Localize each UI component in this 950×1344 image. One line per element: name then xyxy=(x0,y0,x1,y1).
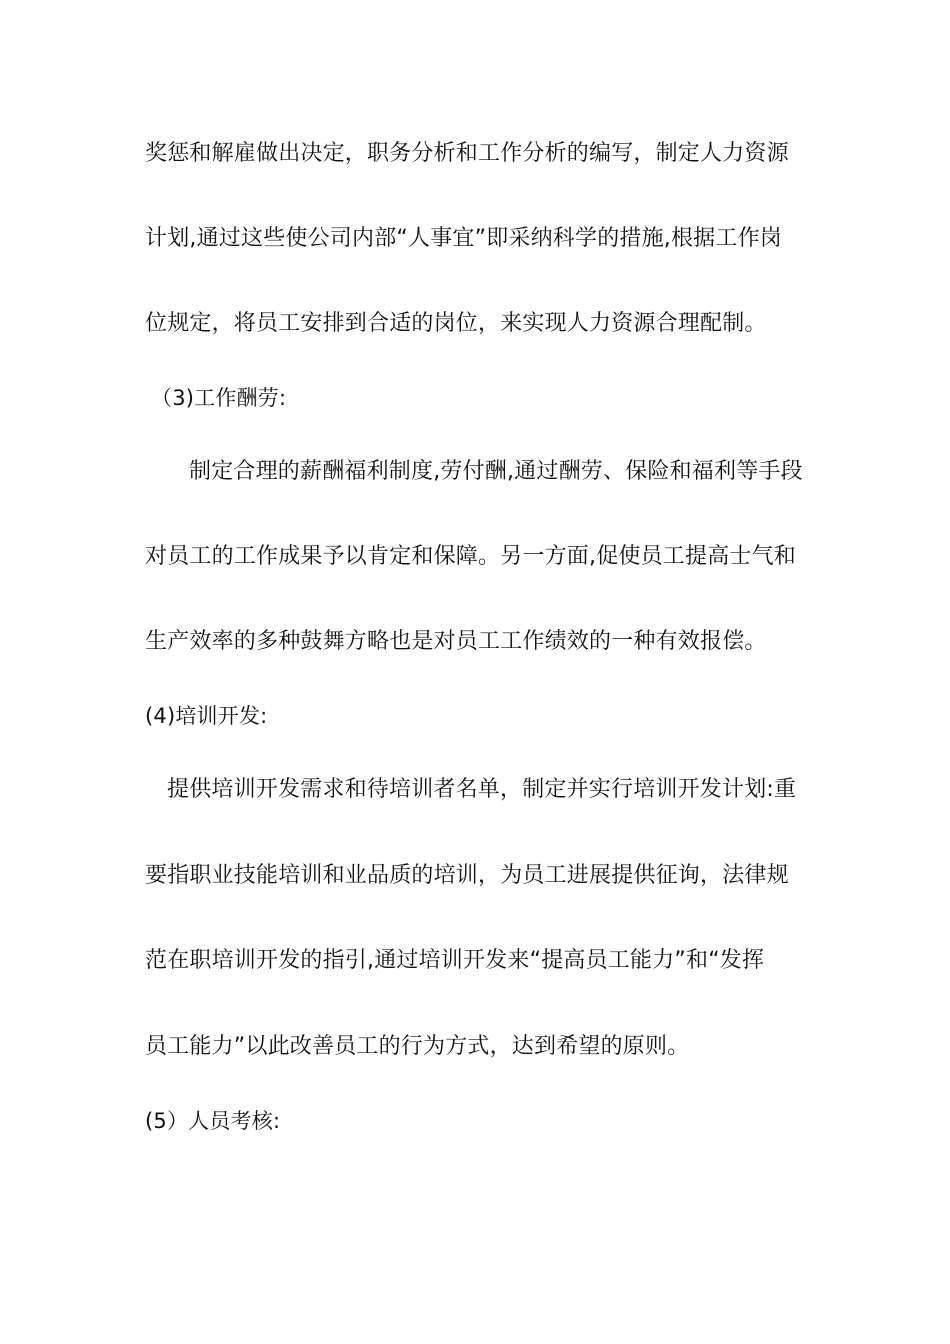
paragraph-line-12: 员工能力”以此改善员工的行为方式，达到希望的原则。 xyxy=(145,1034,690,1059)
paragraph-line-11: 范在职培训开发的指引,通过培训开发来“提高员工能力”和“发挥 xyxy=(145,948,765,973)
paragraph-line-5: 制定合理的薪酬福利制度,劳付酬,通过酬劳、保险和福利等手段 xyxy=(189,459,803,484)
paragraph-line-9: 提供培训开发需求和待培训者名单，制定并实行培训开发计划:重 xyxy=(167,777,797,802)
section-heading-3: （3)工作酬劳: xyxy=(151,386,287,410)
paragraph-line-3: 位规定，将员工安排到合适的岗位，来实现人力资源合理配制。 xyxy=(145,311,767,336)
paragraph-line-7: 生产效率的多种鼓舞方略也是对员工工作绩效的一种有效报偿。 xyxy=(145,629,767,654)
section-heading-4: (4)培训开发: xyxy=(145,704,268,728)
section-heading-5: (5）人员考核: xyxy=(145,1109,281,1133)
paragraph-line-2: 计划,通过这些使公司内部“人事宜”即采纳科学的措施,根据工作岗 xyxy=(145,226,782,251)
paragraph-line-6: 对员工的工作成果予以肯定和保障。另一方面,促使员工提高士气和 xyxy=(145,544,796,569)
paragraph-line-1: 奖惩和解雇做出决定，职务分析和工作分析的编写，制定人力资源 xyxy=(145,141,789,166)
paragraph-line-10: 要指职业技能培训和业品质的培训，为员工进展提供征询，法律规 xyxy=(145,863,789,888)
